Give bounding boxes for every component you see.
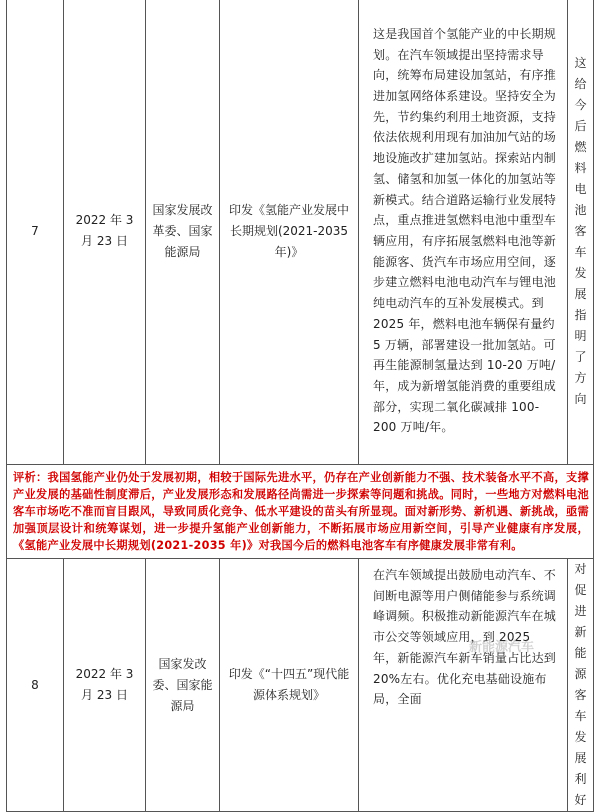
policy-content: 这是我国首个氢能产业的中长期规划。在汽车领域提出坚持需求导向，统筹布局建设加氢站，有序推进加氢网络体系建设。坚持安全为先，节约集约利用土地资源，支持依法依规利用现有加油加气站的场地设施改扩建加氢站。探索站内制氢、储氢和加氢一体化的加氢站等新模式。结合道路运输行业发展特点，重点推进氢燃料电池中重型车辆应用，有序拓展氢燃料电池等新能源客、货汽车市场应用空间，逐步建立燃料电池电动汽车与锂电池纯电动汽车的互补发展模式。到 2025 年，燃料电池车辆保有量约 5 万辆，部署建设一批加氢站。可再生能源制氢量达到 10-20 万吨/年，成为新增氢能消费的重要组成部分，实现二氧化碳减排 100-200 万吨/年。 bbox=[359, 0, 568, 465]
policy-document: 印发《氢能产业发展中长期规划(2021-2035 年)》 bbox=[220, 0, 359, 465]
issuing-agency: 国家发展改革委、国家能源局 bbox=[146, 0, 220, 465]
issuing-agency: 国家发改委、国家能源局 bbox=[146, 559, 220, 812]
evaluation-text: 评析：我国氢能产业仍处于发展初期，相较于国际先进水平，仍存在产业创新能力不强、技术装备水平不高，支撑产业发展的基础性制度滞后，产业发展形态和发展路径尚需进一步探索等问题和挑战。同时，一些地方对燃料电池客车市场吃不准而盲目跟风，导致同质化竞争、低水平建设的苗头有所显现。面对新形势、新机遇、新挑战，亟需加强顶层设计和统筹谋划，进一步提升氢能产业创新能力，不断拓展市场应用新空间，引导产业健康有序发展，《氢能产业发展中长期规划(2021-2035 年)》对我国今后的燃料电池客车有序健康发展非常有利。 bbox=[7, 465, 594, 559]
watermark-text: 新能源汽车 bbox=[468, 640, 534, 655]
policy-document: 印发《“十四五”现代能源体系规划》 bbox=[220, 559, 359, 812]
policy-date: 2022 年 3 月 23 日 bbox=[64, 559, 146, 812]
policy-content: 在汽车领域提出鼓励电动汽车、不间断电源等用户侧储能参与系统调峰调频。积极推动新能源汽车在城市公交等领域应用，到 2025 年，新能源汽车新车销量占比达到 20%左右。优化充电基础设施布局，全面 bbox=[359, 559, 568, 812]
policy-table bbox=[6, 0, 594, 812]
policy-comment: 对促进新能源客车发展利好 bbox=[568, 559, 594, 812]
row-number: 8 bbox=[7, 559, 64, 812]
evaluation-row bbox=[7, 465, 594, 559]
table-row bbox=[7, 559, 594, 812]
table-row bbox=[7, 0, 594, 465]
policy-comment: 这给今后燃料电池客车发展指明了方向 bbox=[568, 0, 594, 465]
row-number: 7 bbox=[7, 0, 64, 465]
policy-date: 2022 年 3 月 23 日 bbox=[64, 0, 146, 465]
